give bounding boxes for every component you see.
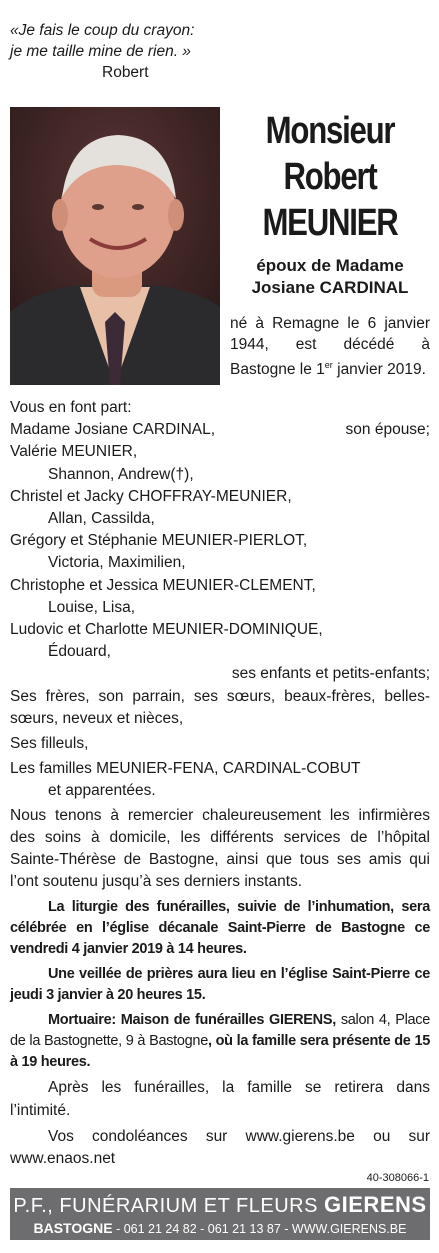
footer-line-1: [10, 1188, 430, 1220]
epitaph-quote: [10, 20, 194, 83]
wife-row: [10, 419, 430, 441]
footer-line-2: [10, 1220, 430, 1238]
announcement-body: [10, 397, 430, 1170]
quote-author: Robert: [102, 64, 149, 81]
portrait-photo: [10, 107, 220, 385]
grandchildren-line: Louise, Lisa,: [48, 598, 136, 616]
after-paragraph: Après les funérailles, la famille se retirera dans l’intimité.: [10, 1079, 430, 1119]
birth-text: né à Remagne le 6 janvier 1944, est décédé à Bastogne le 1: [230, 315, 430, 379]
thanks-paragraph: Nous tenons à remercier chaleureusement les infirmières des soins à domicile, les différents services de l’hôpital Sainte-Thérèse de Bastogne, ainsi que tous ses amis qui l’ont soutenu jusqu’à ses derniers instants.: [10, 806, 430, 891]
footer-city: BASTOGNE: [33, 1220, 113, 1236]
vigil-paragraph: Une veillée de prières aura lieu en l’église Saint-Pierre ce jeudi 3 janvier à 20 heures 15.: [10, 966, 430, 1004]
mortuary-address: salon 4, Place de la Bastognette, 9 à Bastogne: [10, 1012, 430, 1050]
child-line: Christophe et Jessica MEUNIER-CLEMENT,: [10, 576, 316, 594]
mortuary-title: Mortuaire: Maison de funérailles GIERENS,: [48, 1012, 336, 1029]
spouse-info: [230, 255, 430, 299]
funeral-home-footer: [10, 1188, 430, 1240]
child-line: Valérie MEUNIER,: [10, 443, 138, 461]
footer-prefix: P.F., FUNÉRARIUM ET FLEURS: [13, 1195, 318, 1217]
grandchildren-line: Allan, Cassilda,: [48, 510, 155, 528]
grandchildren-line: Shannon, Andrew(†),: [48, 465, 194, 483]
portrait-photo-illustration: [10, 107, 220, 385]
siblings-line: Ses frères, son parrain, ses sœurs, beaux-frères, belles-sœurs, neveux et nièces,: [10, 687, 430, 727]
footer-brand: GIERENS: [324, 1192, 427, 1217]
related-line: et apparentées.: [48, 782, 156, 800]
mortuary-hours: , où la famille sera présente de 15 à 19 heures.: [10, 1033, 430, 1071]
wife-role: son épouse;: [345, 421, 430, 439]
family-intro: Vous en font part:: [10, 399, 132, 416]
deceased-name: [230, 108, 430, 246]
quote-line-2: je me taille mine de rien. »: [10, 43, 191, 60]
godchildren-line: Ses filleuls,: [10, 735, 89, 753]
birth-sup: er: [324, 360, 333, 370]
child-line: Grégory et Stéphanie MEUNIER-PIERLOT,: [10, 532, 308, 550]
families-line: Les familles MEUNIER-FENA, CARDINAL-COBUT: [10, 760, 361, 778]
children-list: [10, 441, 430, 663]
condolences-paragraph: Vos condoléances sur www.gierens.be ou sur www.enaos.net: [10, 1127, 430, 1168]
name-title: Monsieur: [265, 110, 395, 152]
name-last: MEUNIER: [262, 202, 398, 244]
birth-death-info: [230, 313, 430, 380]
children-role: ses enfants et petits-enfants;: [231, 665, 430, 683]
mortuary-paragraph: [10, 1010, 430, 1073]
grandchildren-line: Victoria, Maximilien,: [48, 554, 186, 572]
footer-contacts: - 061 21 24 82 - 061 21 13 87 - WWW.GIERENS.BE: [112, 1222, 407, 1236]
child-line: Ludovic et Charlotte MEUNIER-DOMINIQUE,: [10, 621, 323, 639]
spouse-line-2: Josiane CARDINAL: [251, 278, 409, 297]
name-first: Robert: [283, 156, 377, 198]
birth-text-end: janvier 2019.: [332, 361, 426, 379]
quote-line-1: «Je fais le coup du crayon:: [10, 22, 195, 39]
child-line: Christel et Jacky CHOFFRAY-MEUNIER,: [10, 487, 292, 505]
wife-name: Madame Josiane CARDINAL,: [10, 421, 216, 439]
grandchildren-line: Édouard,: [48, 643, 111, 661]
reference-number: 40-308066-1: [366, 1172, 429, 1184]
spouse-line-1: époux de Madame: [256, 256, 404, 275]
liturgy-paragraph: La liturgie des funérailles, suivie de l’inhumation, sera célébrée en l’église décanale Saint-Pierre de Bastogne ce vendredi 4 janvier 2019 à 14 heures.: [10, 899, 430, 958]
